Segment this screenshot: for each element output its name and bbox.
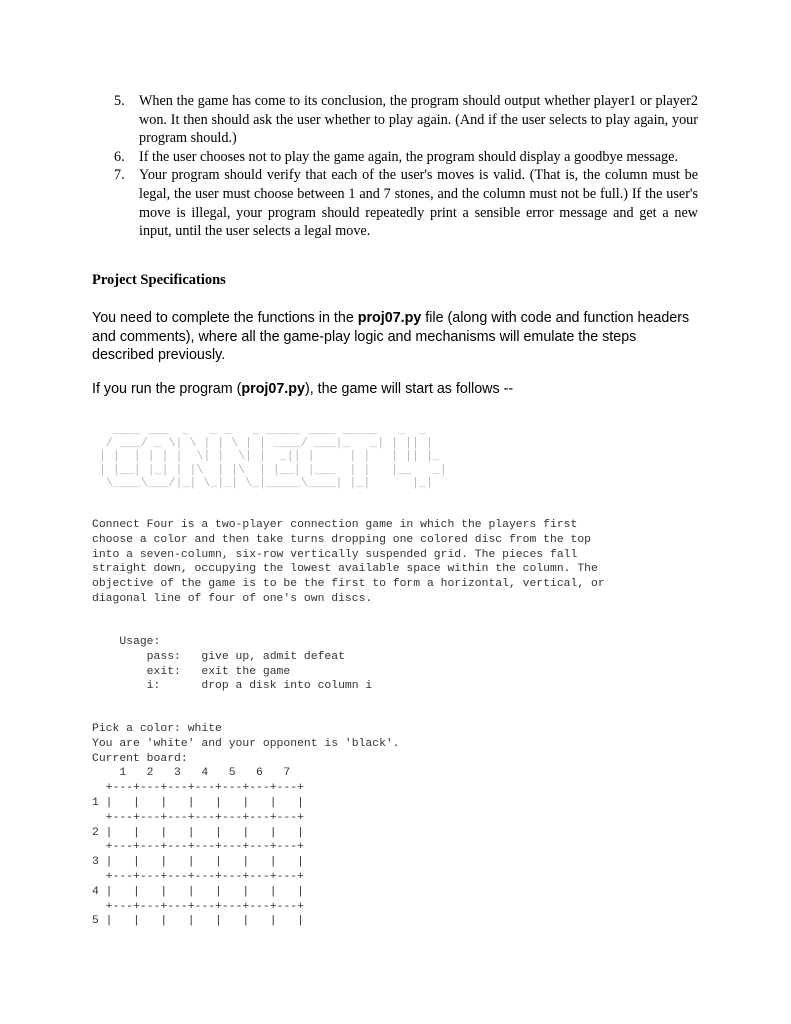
terminal-usage: Usage: pass: give up, admit defeat exit: exit the game i: drop a disk into column i (119, 636, 373, 693)
spec-paragraph (92, 309, 700, 365)
paragraph-text: file (along with code and function headers and comments), where all the game-play logic and mechanisms will emulate the steps described previously. (92, 310, 690, 364)
list-item (92, 166, 698, 240)
section-heading: Project Specifications (92, 272, 226, 288)
terminal-game-board: Pick a color: white You are 'white' and your opponent is 'black'. Current board: 1 2 3 4 5 6 7 +---+---+---+---+---+---+---+ 1 | | | | | | | | +---+---+---+---+---+---+---+ 2 | | | | | | | | +---+---+---+---+---+---+---+ 3 | | | | | | | | +---+---+---+---+---+---+---+ 4 | | | | | | | | +---+---+---+---+---+---+---+ 5 | | | | | | | | (92, 723, 400, 928)
paragraph-text: ), the game will start as follows -- (304, 381, 514, 397)
ascii-art-logo: ____ ___ _ _ _ _ _____ ____ _____ _ _ / ___/ _ \| \ | | \ | | ____/ ___|_ _| | || | | | | | | | \| | \| | _|| | | | | || |_ | |__| |_| | |\ | |\ | |__| |___ | | |__ _| \____\___/|_| \_|_| \_|_____\____| |_| |_| (98, 424, 447, 490)
list-item-number: 7. (114, 167, 125, 184)
requirements-list (92, 92, 698, 241)
run-paragraph (92, 380, 700, 399)
terminal-description: Connect Four is a two-player connection game in which the players first choose a color and then take turns dropping one colored disc from the top into a seven-column, six-row vertically suspended grid. The pieces fall straight down, occupying the lowest available space within the column. The objective of the game is to be the first to form a horizontal, vertical, or diagonal line of four of one's own discs. (92, 519, 605, 605)
list-item-text: If the user chooses not to play the game again, the program should display a goodbye message. (139, 148, 678, 165)
list-item-number: 6. (114, 148, 125, 165)
list-item-number: 5. (114, 93, 125, 109)
paragraph-text: If you run the program ( (92, 381, 242, 397)
list-item (92, 148, 698, 167)
filename-bold: proj07.py (241, 381, 305, 397)
filename-bold: proj07.py (357, 310, 422, 326)
list-item-text: When the game has come to its conclusion, the program should output whether player1 or player2 won. It then should ask the user whether to play again. (And if the user selects to play again, your program should.) (139, 93, 698, 147)
paragraph-text: You need to complete the functions in the (92, 310, 358, 326)
list-item (92, 92, 698, 148)
list-item-text: Your program should verify that each of the user's moves is valid. (That is, the column must be legal, the user must choose between 1 and 7 stones, and the column must not be full.) If the user's move is illegal, your program should repeatedly print a sensible error message and get a new input, until the user selects a legal move. (139, 167, 698, 240)
